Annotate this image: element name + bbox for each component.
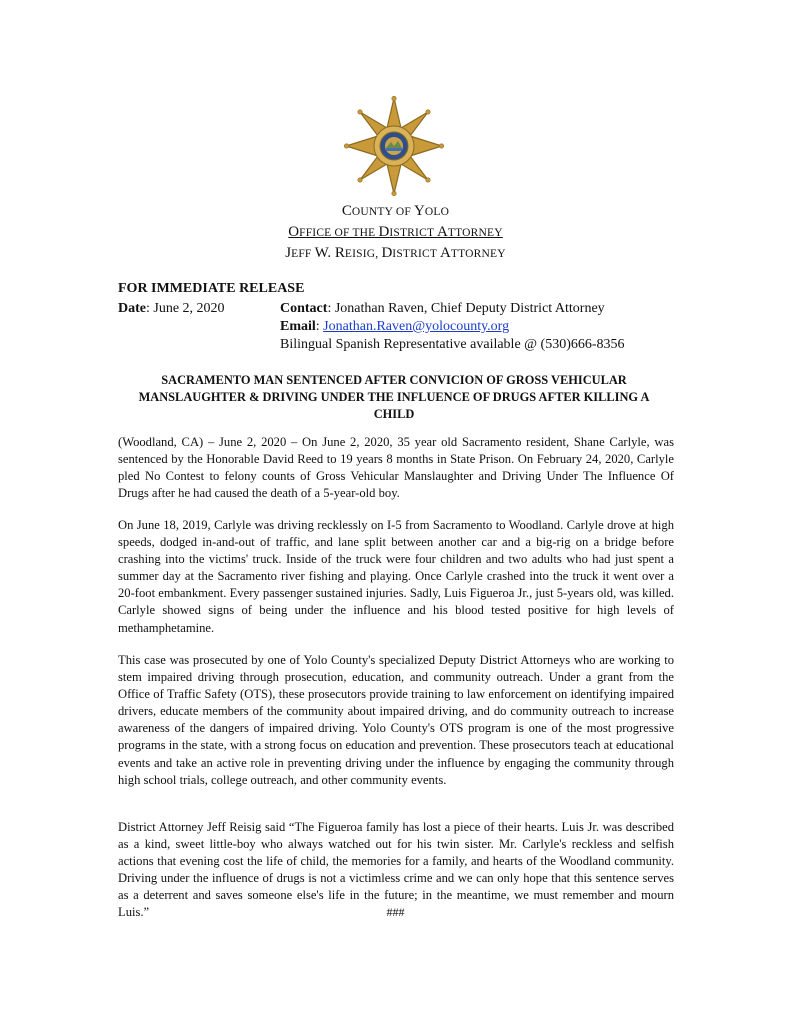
body-paragraph-1: (Woodland, CA) – June 2, 2020 – On June 2, 2020, 35 year old Sacramento resident, Shane Carlyle, was sentenced by the Honorable David Reed to 19 years 8 months in State Prison. On February 24, 2020, Carlyle pled No Contest to felony counts of Gross Vehicular Manslaughter and Driving Under The Influence Of Drugs after he had caused the death of a 5-year-old boy. bbox=[118, 435, 674, 501]
release-label: FOR IMMEDIATE RELEASE bbox=[118, 281, 305, 296]
body-paragraph-4: District Attorney Jeff Reisig said “The Figueroa family has lost a piece of their hearts. Luis Jr. was described as a kind, sweet little-boy who always watched out for his twin sister. Mr. Carlyle's reckless and selfish actions that evening cost the life of child, the memories for a family, and hearts of the Woodland community. Driving under the influence of drugs is not a victimless crime and we can only hope that this sentence serves as a deterrent and saves someone else's life in the future; in the meantime, we must remember and mourn Luis.” bbox=[118, 820, 674, 920]
email-link[interactable]: Jonathan.Raven@yolocounty.org bbox=[323, 319, 510, 334]
email-line: Email: Jonathan.Raven@yolocounty.org bbox=[280, 319, 510, 334]
bilingual-line: Bilingual Spanish Representative available @ (530)666-8356 bbox=[280, 337, 625, 352]
body-paragraph-3: This case was prosecuted by one of Yolo County's specialized Deputy District Attorneys who are working to stem impaired driving through prosecution, education, and community outreach. Under a grant from the Office of Traffic Safety (OTS), these prosecutors provide training to law enforcement on identifying impaired drivers, educate members of the community about impaired driving, and do community outreach to increase awareness of the dangers of impaired driving. Yolo County's OTS program is one of the most progressive programs in the state, with a strong focus on education and prevention. These prosecutors teach at educational events and take an active role in preventing driving under the influence by engaging the community through high school trials, college outreach, and other community events. bbox=[118, 653, 674, 787]
district-attorney-name: JEFF W. REISIG, DISTRICT ATTORNEY bbox=[285, 245, 506, 261]
headline: SACRAMENTO MAN SENTENCED AFTER CONVICION OF GROSS VEHICULAR MANSLAUGHTER & DRIVING UNDER THE INFLUENCE OF DRUGS AFTER KILLING A CHILD bbox=[138, 373, 650, 421]
end-mark: ### bbox=[386, 905, 405, 919]
sheriff-star-badge-icon bbox=[344, 96, 444, 196]
contact-line: Contact: Jonathan Raven, Chief Deputy District Attorney bbox=[280, 301, 605, 316]
release-date: Date: June 2, 2020 bbox=[118, 301, 225, 316]
body-paragraph-2: On June 18, 2019, Carlyle was driving recklessly on I-5 from Sacramento to Woodland. Carlyle drove at high speeds, dodged in-and-out of traffic, and lane split between another car and a big-rig on a bridge before crashing into the victims' truck. Inside of the truck were four children and two adults who had just spent a summer day at the Sacramento river fishing and playing. Once Carlyle crashed into the truck it went over a 20-foot embankment. Every passenger sustained injuries. Sadly, Luis Figueroa Jr., just 5-years old, was killed. Carlyle showed signs of being under the influence and his blood tested positive for high levels of methamphetamine. bbox=[118, 518, 674, 635]
county-name: COUNTY OF YOLO bbox=[341, 203, 450, 219]
office-name: OFFICE OF THE DISTRICT ATTORNEY bbox=[288, 224, 503, 240]
